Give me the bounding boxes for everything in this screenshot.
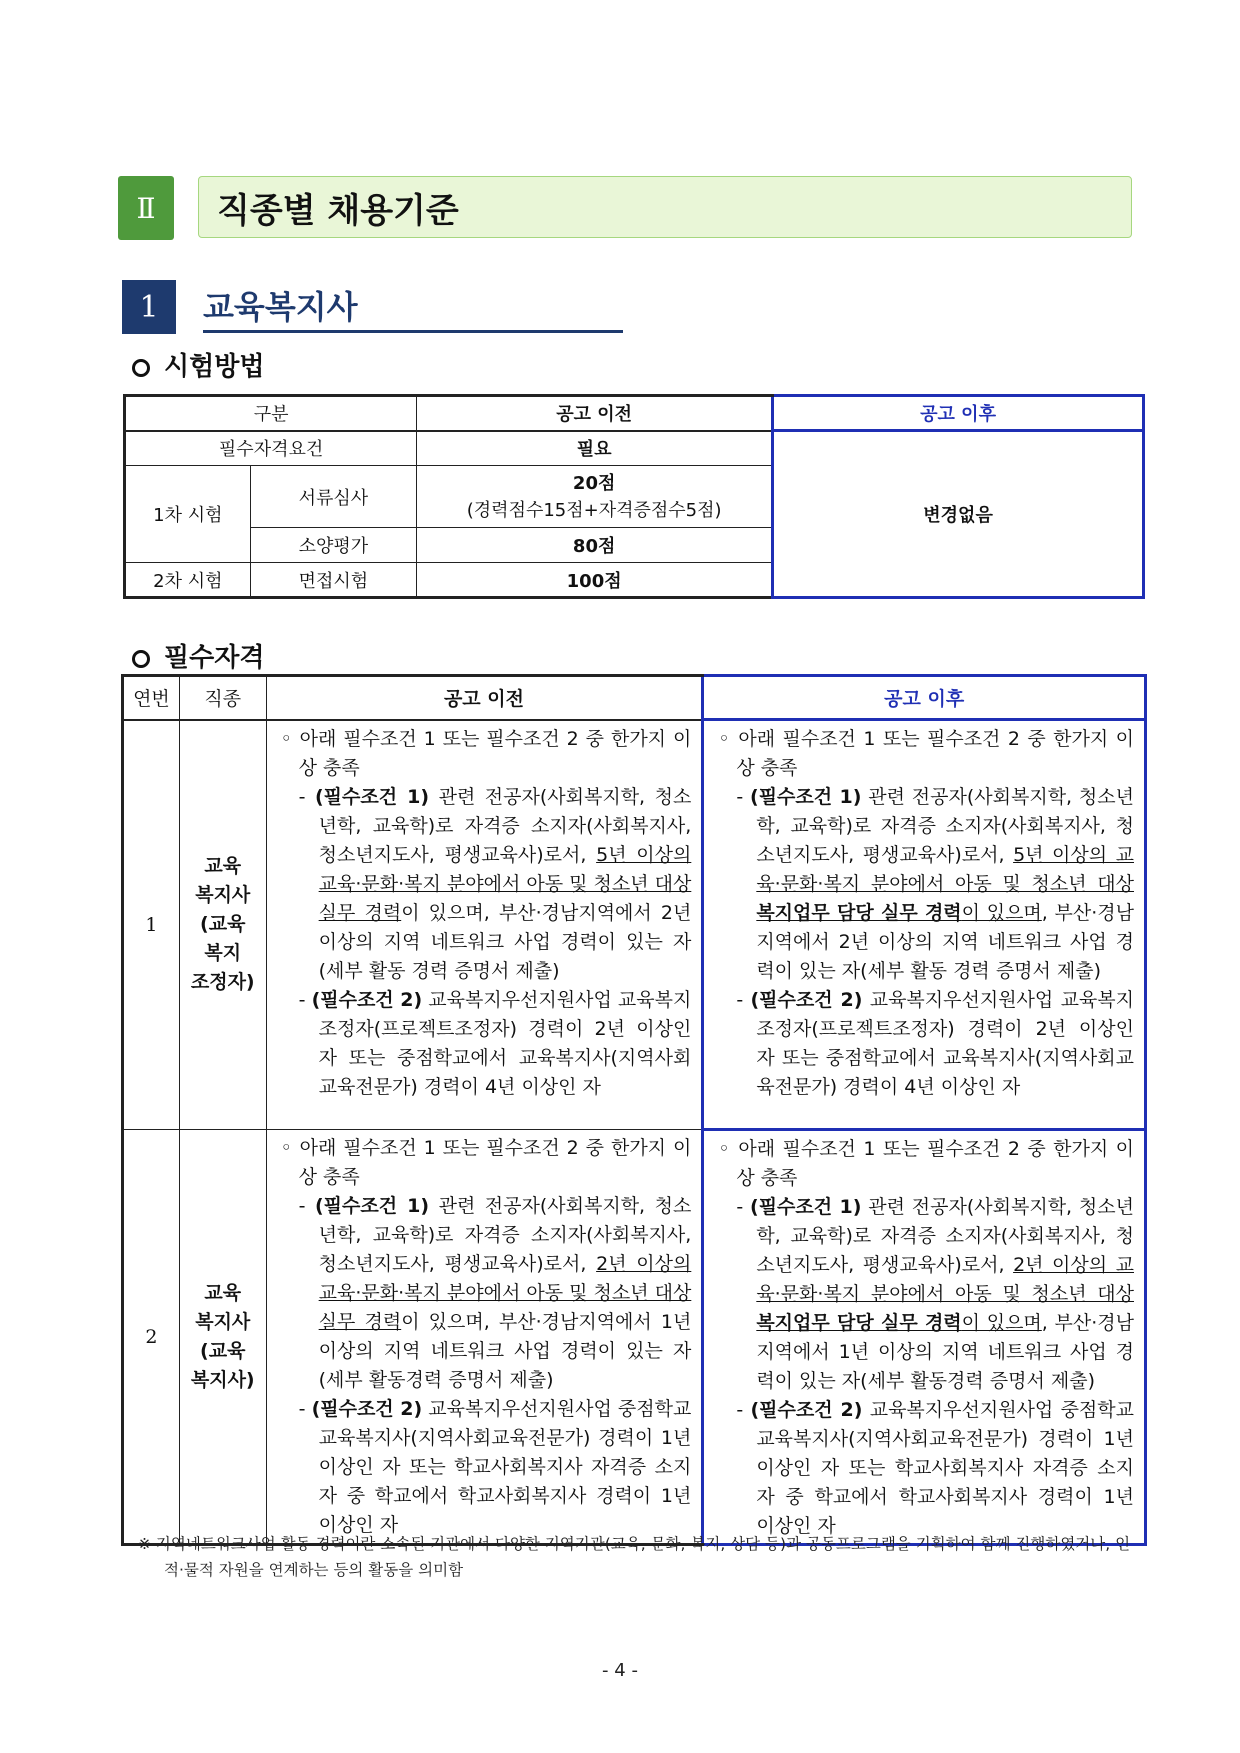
qualification-heading-text: 필수자격 bbox=[164, 643, 265, 673]
qual-header-job: 직종 bbox=[179, 676, 266, 720]
exam-table-header bbox=[125, 396, 1144, 431]
page-number: - 4 - bbox=[602, 1660, 638, 1681]
qual-header-before: 공고 이전 bbox=[266, 676, 703, 720]
condition-1: - (필수조건 1) 관련 전공자(사회복지학, 청소년학, 교육학)로 자격증 소지자(사회복지사, 청소년지도사, 평생교육사)로서, 2년 이상의 교육·문화·복지 분야에서 아동 및 청소년 대상 실무 경력이 있으며, 부산·경남지역에서 1년 이상의 지역 네트워크 사업 경력이 있는 자(세부 활동경력 증명서 제출) bbox=[298, 1195, 692, 1391]
interview-score: 100점 bbox=[417, 563, 773, 598]
first-round-label: 1차 시험 bbox=[125, 466, 251, 563]
table-row bbox=[123, 720, 1146, 1130]
qualification-before bbox=[266, 1130, 703, 1545]
qualification-after bbox=[703, 1130, 1146, 1545]
requirement-before: 필요 bbox=[417, 431, 773, 466]
condition-2: - (필수조건 2) 교육복지우선지원사업 교육복지조정자(프로젝트조정자) 경력이 2년 이상인 자 또는 중점학교에서 교육복지사(지역사회교육전문가) 경력이 4년 이상인 자 bbox=[736, 989, 1134, 1098]
job-line: 교육 bbox=[204, 855, 242, 878]
qual-header-after: 공고 이후 bbox=[703, 676, 1146, 720]
exam-header-after: 공고 이후 bbox=[773, 396, 1144, 431]
condition-1: - (필수조건 1) 관련 전공자(사회복지학, 청소년학, 교육학)로 자격증 소지자(사회복지사, 청소년지도사, 평생교육사)로서, 5년 이상의 교육·문화·복지 분야에서 아동 및 청소년 대상 복지업무 담당 실무 경력이 있으며, 부산·경남지역에서 2년 이상의 지역 네트워크 사업 경력이 있는 자(세부 활동 경력 증명서 제출) bbox=[736, 786, 1134, 982]
exam-after-value: 변경없음 bbox=[773, 431, 1144, 598]
job-title bbox=[179, 1130, 266, 1545]
intro-text: ◦ 아래 필수조건 1 또는 필수조건 2 중 한가지 이상 충족 bbox=[280, 1137, 692, 1188]
qualification-table-header bbox=[123, 676, 1146, 720]
job-line: 복지사 bbox=[195, 884, 251, 907]
job-line: 조정자) bbox=[190, 971, 255, 994]
aptitude-label: 소양평가 bbox=[250, 528, 417, 563]
exam-heading-text: 시험방법 bbox=[164, 352, 265, 382]
row-number: 2 bbox=[123, 1130, 180, 1545]
subsection-underline bbox=[203, 330, 623, 333]
section-title-box bbox=[198, 176, 1132, 238]
job-title bbox=[179, 720, 266, 1130]
intro-text: ◦ 아래 필수조건 1 또는 필수조건 2 중 한가지 이상 충족 bbox=[280, 727, 692, 779]
job-line: (교육 bbox=[200, 913, 246, 936]
row-number: 1 bbox=[123, 720, 180, 1130]
documents-score-cell bbox=[417, 466, 773, 528]
interview-label: 면접시험 bbox=[250, 563, 417, 598]
footnote bbox=[138, 1531, 1138, 1583]
exam-heading bbox=[132, 346, 264, 383]
exam-header-before: 공고 이전 bbox=[417, 396, 773, 431]
condition-2: - (필수조건 2) 교육복지우선지원사업 중점학교 교육복지사(지역사회교육전문가) 경력이 1년 이상인 자 또는 학교사회복지사 자격증 소지자 중 학교에서 학교사회복지사 경력이 1년 이상인 자 bbox=[736, 1399, 1134, 1537]
qual-header-no: 연번 bbox=[123, 676, 180, 720]
job-line: (교육 bbox=[200, 1339, 246, 1362]
job-line: 복지사 bbox=[195, 1310, 251, 1333]
subsection-title: 교육복지사 bbox=[203, 288, 358, 326]
table-row bbox=[125, 431, 1144, 466]
intro-text: ◦ 아래 필수조건 1 또는 필수조건 2 중 한가지 이상 충족 bbox=[718, 1138, 1134, 1189]
exam-header-category: 구분 bbox=[125, 396, 417, 431]
condition-1: - (필수조건 1) 관련 전공자(사회복지학, 청소년학, 교육학)로 자격증 소지자(사회복지사, 청소년지도사, 평생교육사)로서, 2년 이상의 교육·문화·복지 분야에서 아동 및 청소년 대상 복지업무 담당 실무 경력이 있으며, 부산·경남지역에서 1년 이상의 지역 네트워크 사업 경력이 있는 자(세부 활동경력 증명서 제출) bbox=[736, 1196, 1134, 1392]
documents-label: 서류심사 bbox=[250, 466, 417, 528]
circle-bullet-icon bbox=[132, 359, 150, 377]
condition-2: - (필수조건 2) 교육복지우선지원사업 중점학교 교육복지사(지역사회교육전문가) 경력이 1년 이상인 자 또는 학교사회복지사 자격증 소지자 중 학교에서 학교사회복지사 경력이 1년 이상인 자 bbox=[298, 1398, 692, 1536]
qualification-heading bbox=[132, 637, 264, 674]
footnote-text: ※ 지역네트워크사업 활동 경력이란 소속된 기관에서 다양한 지역기관(교육, 문화, 복지, 상담 등)과 공동프로그램을 기획하여 함께 진행하였거나, 인적·물적 자원을 연계하는 등의 활동을 의미함 bbox=[138, 1535, 1131, 1579]
qualification-table bbox=[121, 674, 1147, 1546]
subsection-number: 1 bbox=[122, 280, 176, 334]
second-round-label: 2차 시험 bbox=[125, 563, 251, 598]
qualification-before bbox=[266, 720, 703, 1130]
exam-table bbox=[123, 394, 1145, 599]
job-line: 복지 bbox=[204, 942, 242, 965]
intro-text: ◦ 아래 필수조건 1 또는 필수조건 2 중 한가지 이상 충족 bbox=[718, 728, 1134, 779]
section-number: Ⅱ bbox=[118, 176, 174, 240]
aptitude-score: 80점 bbox=[417, 528, 773, 563]
job-line: 복지사) bbox=[190, 1368, 255, 1391]
requirement-label: 필수자격요건 bbox=[125, 431, 417, 466]
table-row bbox=[123, 1130, 1146, 1545]
documents-score: 20점 bbox=[572, 472, 616, 494]
condition-2: - (필수조건 2) 교육복지우선지원사업 교육복지조정자(프로젝트조정자) 경력이 2년 이상인 자 또는 중점학교에서 교육복지사(지역사회교육전문가) 경력이 4년 이상인 자 bbox=[298, 988, 692, 1098]
circle-bullet-icon bbox=[132, 650, 150, 668]
job-line: 교육 bbox=[204, 1281, 242, 1304]
condition-1: - (필수조건 1) 관련 전공자(사회복지학, 청소년학, 교육학)로 자격증 소지자(사회복지사, 청소년지도사, 평생교육사)로서, 5년 이상의 교육·문화·복지 분야에서 아동 및 청소년 대상 실무 경력이 있으며, 부산·경남지역에서 2년 이상의 지역 네트워크 사업 경력이 있는 자(세부 활동 경력 증명서 제출) bbox=[298, 785, 692, 982]
documents-detail: (경력점수15점+자격증점수5점) bbox=[466, 499, 722, 521]
qualification-after bbox=[703, 720, 1146, 1130]
section-title: 직종별 채용기준 bbox=[217, 190, 459, 231]
